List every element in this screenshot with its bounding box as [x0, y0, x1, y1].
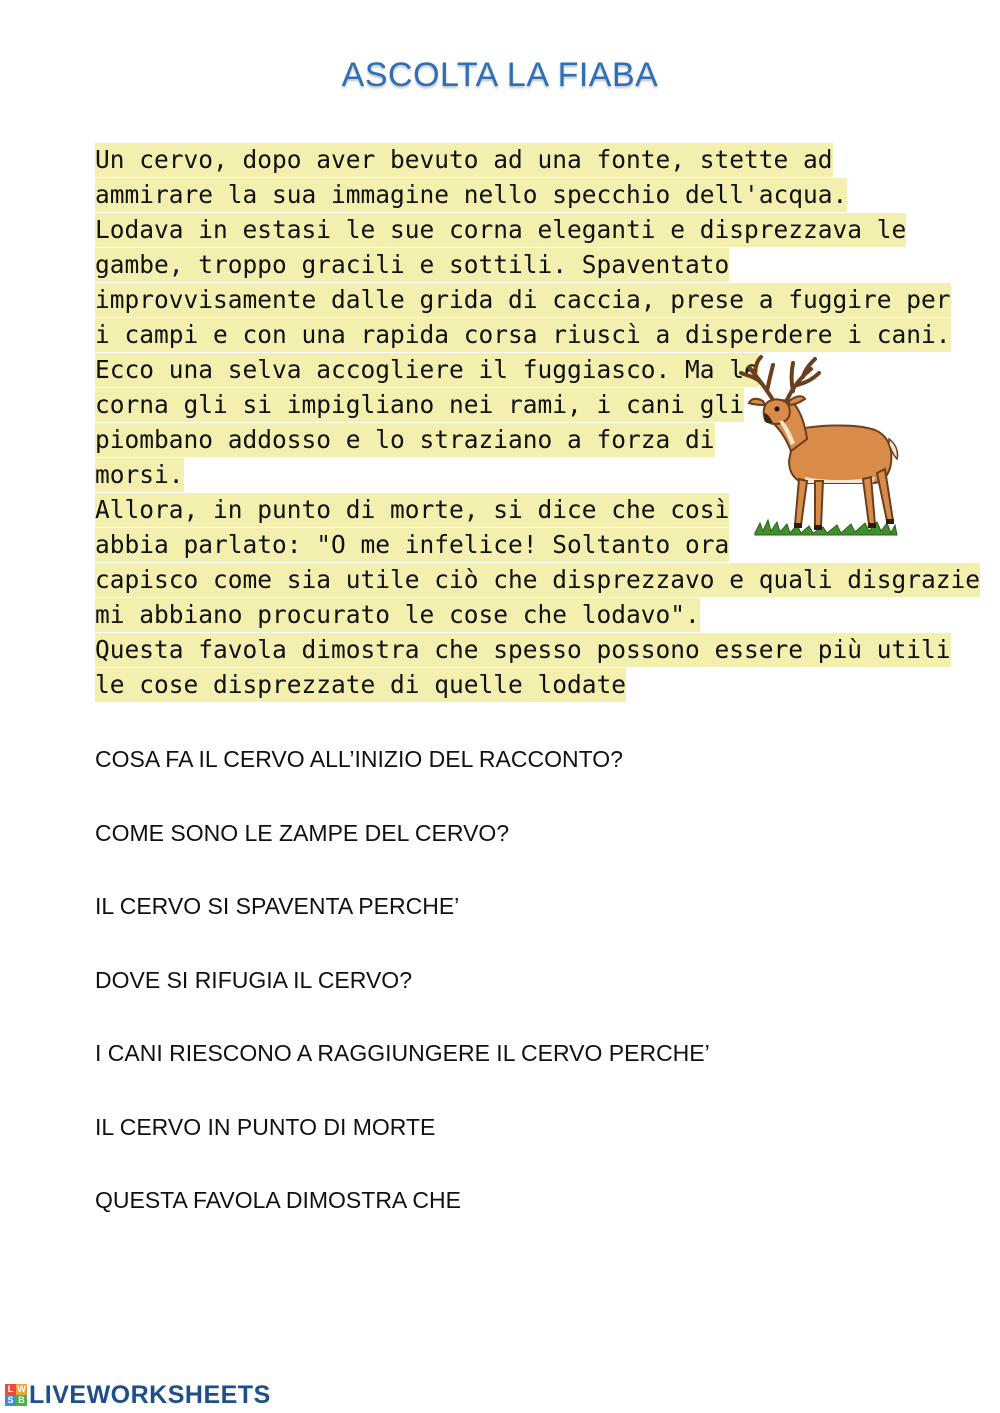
question-item: DOVE SI RIFUGIA IL CERVO?: [95, 966, 412, 993]
question-item: I CANI RIESCONO A RAGGIUNGERE IL CERVO PERCHE’: [95, 1040, 710, 1066]
story-line: capisco come sia utile ciò che disprezzavo e quali disgrazie: [95, 562, 905, 597]
story-line: Un cervo, dopo aver bevuto ad una fonte, stette ad: [95, 142, 905, 177]
logo-text: LIVEWORKSHEETS: [29, 1380, 271, 1409]
story-line: le cose disprezzate di quelle lodate: [95, 667, 905, 702]
question-item: IL CERVO SI SPAVENTA PERCHE’: [95, 893, 460, 919]
story-line: improvvisamente dalle grida di caccia, prese a fuggire per: [95, 282, 905, 317]
story-line: Allora, in punto di morte, si dice che così: [95, 492, 905, 527]
story-line: mi abbiano procurato le cose che lodavo".: [95, 597, 905, 632]
question-item: QUESTA FAVOLA DIMOSTRA CHE: [95, 1187, 461, 1213]
story-line: i campi e con una rapida corsa riuscì a disperdere i cani.: [95, 317, 905, 352]
badge-letter: W: [17, 1384, 26, 1394]
story-line: ammirare la sua immagine nello specchio dell'acqua.: [95, 177, 905, 212]
story-line: Questa favola dimostra che spesso possono essere più utili: [95, 632, 905, 667]
logo-badge-icon: [5, 1384, 27, 1406]
badge-letter: L: [5, 1384, 16, 1395]
badge-letter: B: [16, 1395, 27, 1406]
story-line: abbia parlato: "O me infelice! Soltanto ora: [95, 527, 905, 562]
story-line: corna gli si impigliano nei rami, i cani gli: [95, 387, 905, 422]
question-item: IL CERVO IN PUNTO DI MORTE: [95, 1113, 436, 1140]
story-line: Lodava in estasi le sue corna eleganti e disprezzava le: [95, 212, 905, 247]
story-line: gambe, troppo gracili e sottili. Spaventato: [95, 247, 905, 282]
page-title: ASCOLTA LA FIABA: [341, 56, 659, 94]
liveworksheets-logo[interactable]: [5, 1380, 271, 1410]
story-line: piombano addosso e lo straziano a forza di: [95, 422, 905, 457]
story-line: morsi.: [95, 457, 905, 492]
question-item: COME SONO LE ZAMPE DEL CERVO?: [95, 819, 510, 846]
deer-icon: [735, 355, 905, 540]
badge-letter: S: [5, 1395, 16, 1406]
question-item: COSA FA IL CERVO ALL’INIZIO DEL RACCONTO?: [95, 746, 623, 772]
questions-list: [95, 742, 915, 1257]
story-line: Ecco una selva accogliere il fuggiasco. Ma le: [95, 352, 905, 387]
